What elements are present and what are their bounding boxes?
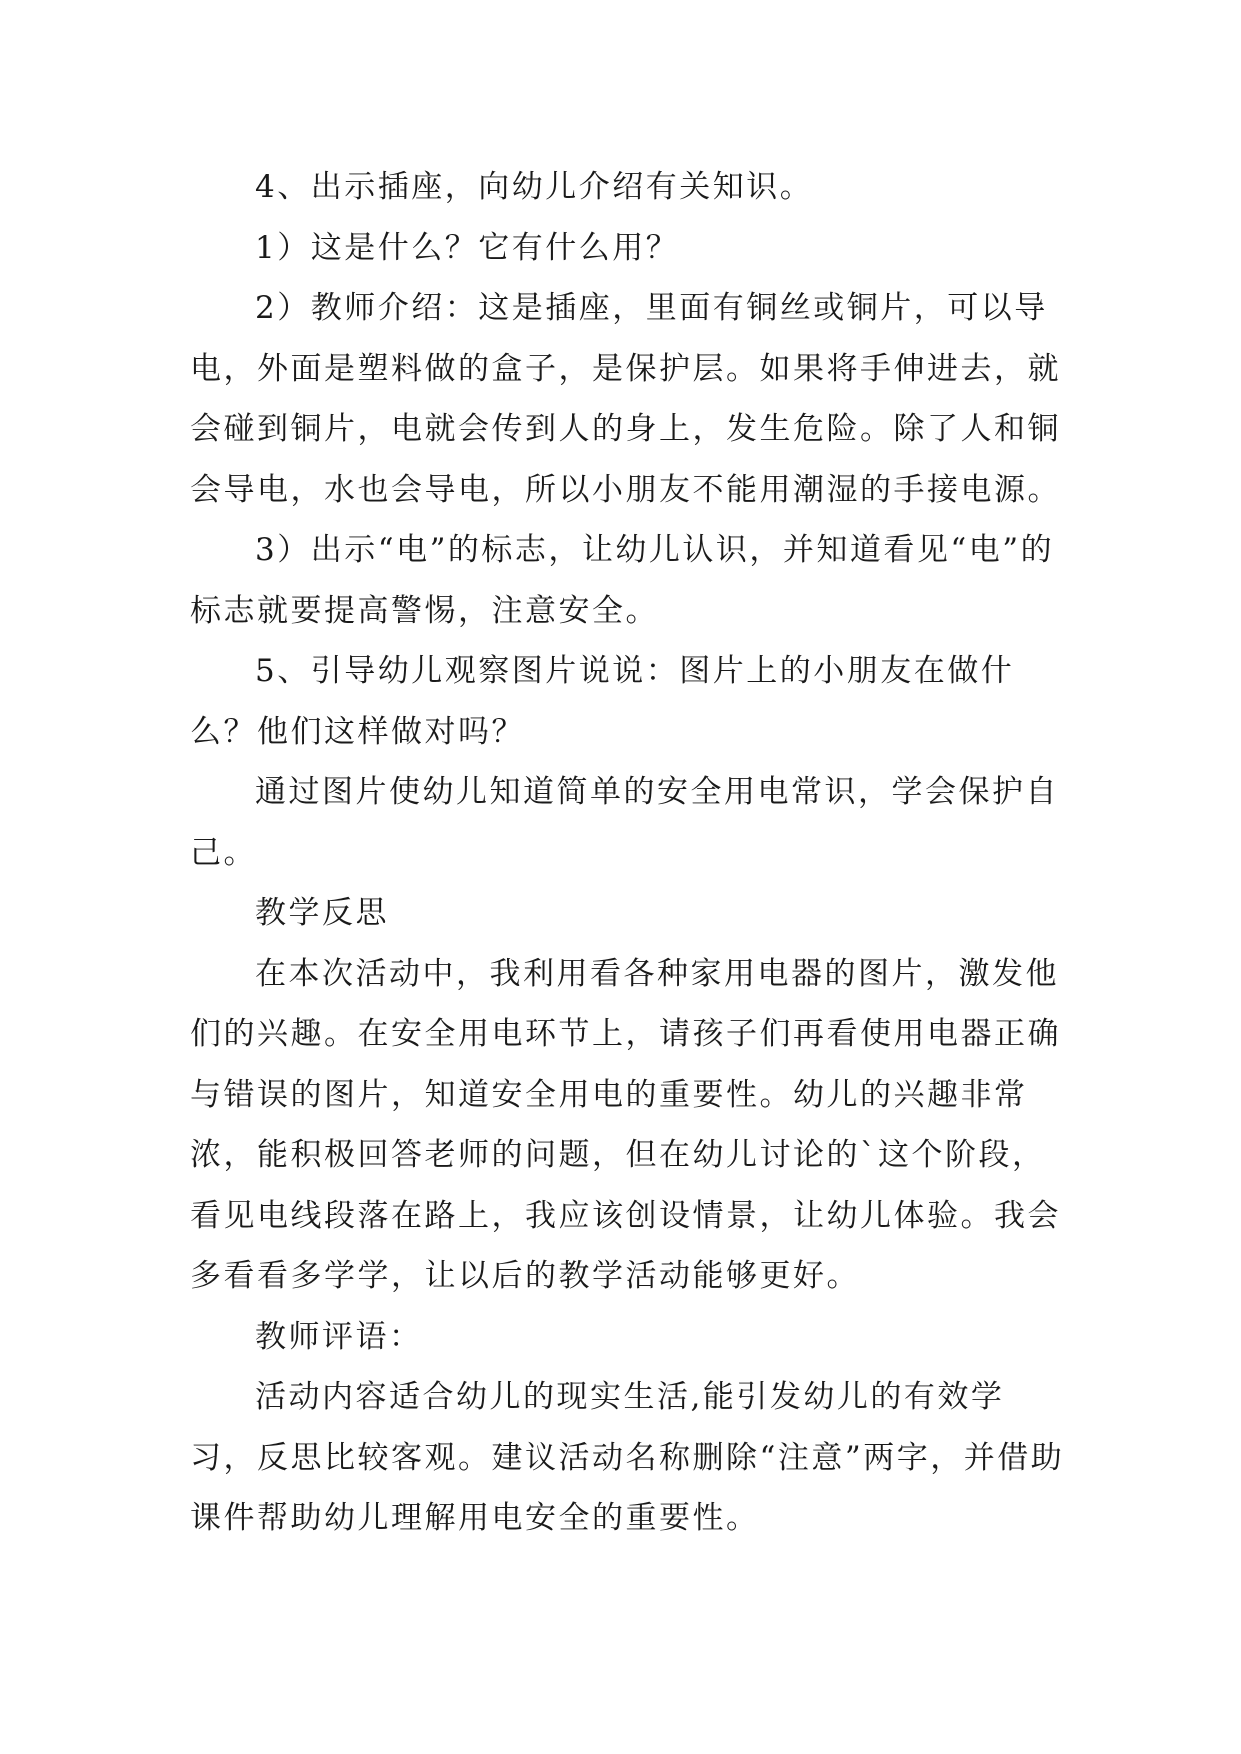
paragraph-question-1: 1）这是什么？它有什么用？ xyxy=(255,229,680,266)
paragraph-comment-body: 活动内容适合幼儿的现实生活,能引发幼儿的有效学习，反思比较客观。建议活动名称删除“注意”两字，并借助课件帮助幼儿理解用电安全的重要性。 xyxy=(190,1379,1065,1536)
paragraph-step-5: 5、引导幼儿观察图片说说：图片上的小朋友在做什么？他们这样做对吗？ xyxy=(190,653,1015,750)
paragraph-electric-sign: 3）出示“电”的标志，让幼儿认识，并知道看见“电”的标志就要提高警惕，注意安全。 xyxy=(190,532,1055,629)
paragraph-teacher-intro: 2）教师介绍：这是插座，里面有铜丝或铜片，可以导电，外面是塑料做的盒子，是保护层。如果将手伸进去，就会碰到铜片，电就会传到人的身上，发生危险。除了人和铜会导电，水也会导电，所以小朋友不能用潮湿的手接电源。 xyxy=(190,290,1061,508)
document-body xyxy=(190,157,1070,1549)
heading-teacher-comment: 教师评语： xyxy=(255,1318,423,1355)
paragraph-reflection-body: 在本次活动中，我利用看各种家用电器的图片，激发他们的兴趣。在安全用电环节上，请孩子们再看使用电器正确与错误的图片，知道安全用电的重要性。幼儿的兴趣非常浓，能积极回答老师的问题，但在幼儿讨论的`这个阶段，看见电线段落在路上，我应该创设情景，让幼儿体验。我会多看看多学学，让以后的教学活动能够更好。 xyxy=(190,955,1061,1294)
paragraph-step-4: 4、出示插座，向幼儿介绍有关知识。 xyxy=(255,169,814,205)
paragraph-safety-knowledge: 通过图片使幼儿知道简单的安全用电常识，学会保护自己。 xyxy=(190,774,1059,871)
heading-teaching-reflection: 教学反思 xyxy=(255,895,389,931)
